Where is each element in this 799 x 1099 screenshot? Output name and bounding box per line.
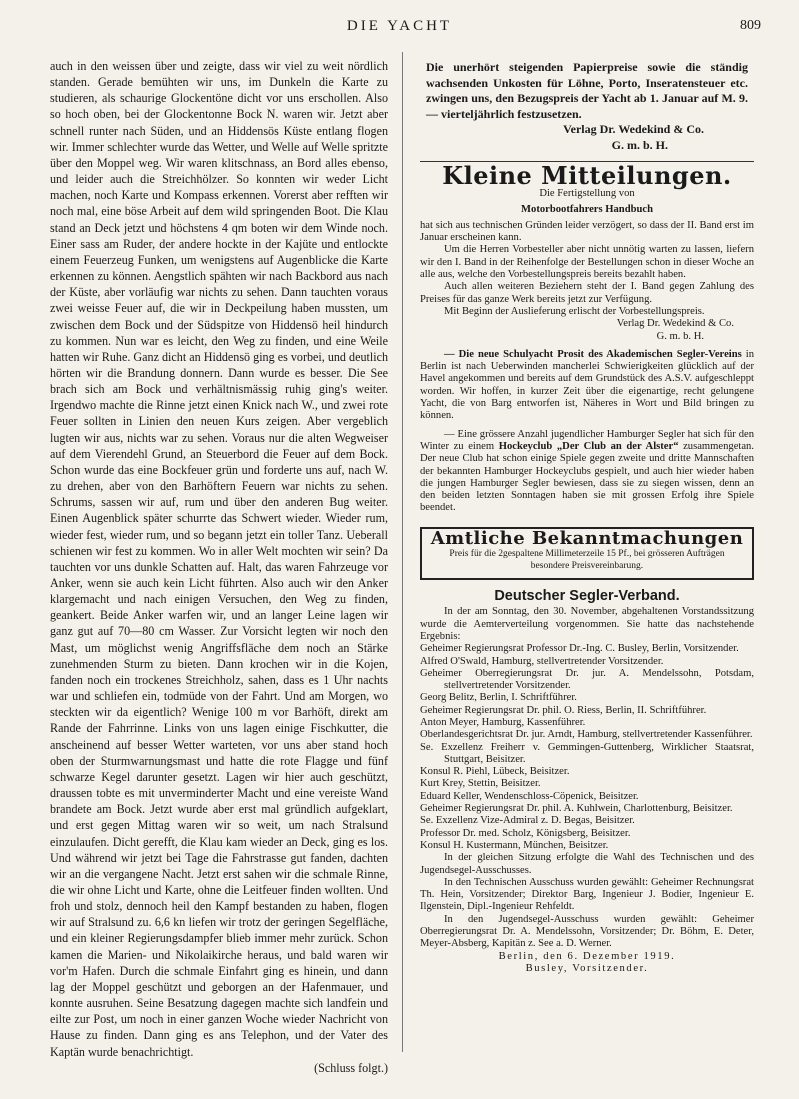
price-notice-publisher: Verlag Dr. Wedekind & Co. [563, 122, 704, 136]
dsv-member: Se. Exzellenz Freiherr v. Gemmingen-Guttenberg, Wirklicher Staatsrat, Stuttgart, Beisitzer. [420, 741, 754, 765]
dsv-member: Georg Belitz, Berlin, I. Schriftführer. [420, 692, 577, 704]
column-divider [402, 52, 403, 1052]
dsv-intro: In der am Sonntag, den 30. November, abgehaltenen Vorstandssitzung wurde die Aemterverteilung vorgenommen. Sie hatte das nachstehende Ergebnis: [420, 606, 754, 642]
dsv-member: Oberlandesgerichtsrat Dr. jur. Arndt, Hamburg, stellvertretender Kassenführer. [420, 729, 753, 741]
dsv-member: Eduard Keller, Wendenschloss-Cöpenick, Beisitzer. [420, 790, 639, 802]
journal-title: DIE YACHT [346, 18, 453, 34]
dsv-member: Se. Exzellenz Vize-Admiral z. D. Begas, Beisitzer. [420, 815, 635, 827]
dsv-member: Geheimer Oberregierungsrat Dr. jur. A. Mendelssohn, Potsdam, stellvertretender Vorsitzender. [420, 667, 754, 692]
dsv-signature: Busley, Vorsitzender. [525, 962, 649, 974]
mitteilungen-p5-rest: in Berlin ist nach Ueberwinden mancherlei Schwierigkeiten glücklich auf der Havel angekommen und bereits auf dem Grundstück des A.S.V. aufgeschleppt worden. Wir hoffen, in kurzer Zeit über die eigenartige, recht gelungene Yacht, die von Barg entworfen ist, Näheres in Wort und Bild bringen zu können. [420, 348, 754, 422]
page-header [0, 18, 799, 40]
price-notice-text: Die unerhört steigenden Papierpreise sowie die ständig wachsenden Unkosten für Löhne, Porto, Inseratensteuer etc. zwingen uns, den Bezugspreis der Yacht ab 1. Januar auf M. 9.— vierteljährlich festzusetzen. [426, 60, 748, 121]
mitteilungen-intro: Die Fertigstellung von [539, 188, 635, 200]
dsv-place-date: Berlin, den 6. Dezember 1919. [498, 950, 676, 962]
mitteilungen-p3: Auch allen weiteren Beziehern steht der I. Band gegen Zahlung des Preises für das ganze Werk bereits jetzt zur Verfügung. [420, 281, 754, 305]
dsv-committees: In der gleichen Sitzung erfolgte die Wahl des Technischen und des Jugendsegel-Ausschusses. [420, 852, 754, 876]
mitteilungen-p6-c: zusammengetan. Der neue Club hat schon einige Spiele gegen zweite und dritte Mannschaften der bekannten Hamburger Hockeyclubs gespielt, und auch hier wieder haben die jungen Hamburger Segler bewiesen, dass sie zu siegen wissen, denn an den beiden letzten Sonntagen haben sie mit grossen Erfolg ihre Spiele beendet. [420, 440, 754, 514]
mitteilungen-p6-club: Hockeyclub „Der Club an der Alster“ [498, 440, 679, 452]
story-text: auch in den weissen über und zeigte, dass wir viel zu weit nördlich standen. Gerade bemühten wir uns, im Dunkeln die Karte zu studieren, als schaurige Glockentöne dicht vor uns erschollen. Also so hoch oben, bei der Glockentonne Bock N. waren wir. Jetzt aber schnell runter nach Süden, und an Hiddensös Küste entlang flogen wir. Immer schlechter wurde das Wetter, und Welle auf Welle spritzte über den Moppel weg. Wir waren klitschnass, an Bord alles ebenso, und leider auch die Streichhölzer. So konnten wir weder Licht machen, noch Karte und Kompass erkennen. Vorerst aber refften wir noch mal, eine böse Arbeit auf dem wild springenden Boot. Die Klau stand an Deck jetzt und höchstens 4 qm boten wir dem Winde noch. Einer sass am Ruder, der andere hockte in der Kajüte und entlockte einem Feuerzeug Funken, um wenigstens auf Augenblicke die Karte erkennen zu können. Aengstlich spähten wir nach Backbord aus nach der Küste, aber vorläufig war nichts zu sehen. Dann tauchten voraus zwei weisse Feuer auf, die wir in Deckpeilung haben mussten, um zwischen dem Bock und der Südspitze von Hiddensö heil hindurch zu kommen. Nun war es leicht, den Weg zu finden, und eine Weile hatten wir Ruhe. Ganz dicht an Hiddensö ging es vorbei, und deutlich hörten wir die Brandung donnern. Dann wurde es besser. Die See brach sich am Bock und verhältnismässig ruhig ging's weiter. Irgendwo machte die Rinne jetzt einen Knick nach W., und zwei rote Feuer sollten in Linien den neuen Kurs zeigen. Aber vergeblich lugten wir aus, nichts war zu sehen. Voraus nur die alten Wegweiser auf dem Vierendehl Grund, an Steuerbord die Feuer auf dem Bock. Schon wurde das eine Bockfeuer grün und forderte uns auf, nach W. zu drehen, aber von den Barhöftern Feuern war nichts zu sehen. Schrums, sassen wir auf, rum und über den anderen Bug weiter. Einen Augenblick später schurrte das Schwert wieder. Wieder rum, wieder fest, wieder rum, und so begann jetzt ein toller Tanz. Ueberall schienen wir fest zu kommen. Wo in aller Welt mochten wir sein? Da tauchten vor uns dunkle Schatten auf. Halt, das waren Fahrzeuge vor Anker, wenn sie auch kein Licht führten. Also auch wir den Anker klargemacht und nach einigen Versuchen, den Weg zu finden, geankert. Beide Anker warfen wir, und an langer Leine lagen wir ganz gut auf 70—80 cm Wasser. Zur Vorsicht legten wir noch den Mast, um möglichst wenig Angriffsfläche dem noch an Stärke zunehmenden Sturm zu bieten. Dann krochen wir in die Kojen, fanden noch ein trockenes Streichholz, sahen, dass es 1 Uhr nachts war und schliefen ein, todmüde von der Fahrt. Und am Morgen, wo steckten wir da eigentlich? Wenige 100 m vor Barhöft, direkt am Rande der Fahrrinne. Links von uns lagen einige Fischkutter, die anscheinend auf besser Wetter warteten, vor uns aber stand hoch oben der Sturmwarnungsmast und hatte die rote Flagge und fünf schwarze Kegel darunter gesetzt. Lagen wir hier auch geschützt, draussen tobte es mit unverminderter Macht und eine vereiste Wand brandete am Bock. Jetzt wurde aber erst mal gründlich aufgeklart, und erst gegen Mittag waren wir so weit, um nach Stralsund einzulaufen. Dicht gerefft, die Klau kam wieder an Deck, ging es los. Und während wir jetzt bei Tage die Fahrstrasse gut fanden, dachten wir an die vergangene Nacht. Jetzt erst sahen wir die schmale Rinne, die wir ohne Licht und Karte, ohne die Leitfeuer finden wollten. Und froh und stolz, dennoch heil den Kampf bestanden zu haben, flogen wir auf Stralsund zu. 6,6 kn liefen wir trotz der geringen Segelfläche, und ein kleiner Regierungsdampfer blieb immer mehr zurück. Schon kamen die Marien- und Nikolaikirche heraus, und bald waren wir vor'm Hafen. Durch die schmale Einfahrt ging es hinein, und dann lag der Moppel geschützt und geborgen an der Hafenmauer, und konnte ausruhen. Seine Besatzung dagegen machte sich landfein und eilte zur Post, um noch in einer ganzen Woche wieder Nachricht von Hause zu finden. Dann ging es ans Telephon, und der Vater des Kaptän wurde benachrichtigt. [50, 59, 388, 1059]
mitteilungen-p4-publisher: Verlag Dr. Wedekind & Co. [616, 318, 734, 330]
dsv-member: Geheimer Regierungsrat Professor Dr.-Ing. C. Busley, Berlin, Vorsitzender. [420, 643, 739, 655]
section-title-amtliche: Amtliche Bekanntmachungen [430, 527, 744, 549]
dsv-technical-committee: In den Technischen Ausschuss wurden gewählt: Geheimer Rechnungsrat Th. Hein, Vorsitzender; Direktor Barg, Ingenieur J. Bodier, Ingenieur E. Ilgenstein, Dipl.-Ingenieur Rehfeldt. [420, 876, 754, 913]
price-notice [420, 58, 754, 162]
dsv-youth-committee: In den Jugendsegel-Ausschuss wurden gewählt: Geheimer Oberregierungsrat Dr. A. Mendelssohn, Vorsitzender; Dr. Böhm, E. Deter, Meyer-Absberg, Kapitän z. See a. D. Werner. [420, 913, 754, 950]
dsv-member: Konsul R. Piehl, Lübeck, Beisitzer. [420, 766, 570, 778]
mitteilungen-p1: hat sich aus technischen Gründen leider verzögert, so dass der II. Band erst im Januar erscheinen kann. [420, 219, 754, 244]
left-column [50, 58, 388, 1076]
dsv-member: Kurt Krey, Stettin, Beisitzer. [420, 778, 541, 790]
mitteilungen-p4-company: G. m. b. H. [656, 330, 704, 342]
amtliche-price-line-1: Preis für die 2gespaltene Millimeterzeile 15 Pf., bei grösseren Aufträgen [449, 549, 725, 560]
mitteilungen-p4: Mit Beginn der Auslieferung erlischt der Vorbestellungspreis. [444, 305, 705, 317]
amtliche-box [420, 527, 754, 580]
mitteilungen-p6-a: — Eine grössere Anzahl jugendlicher Hamburger Segler hat sich für den Winter zu einem [420, 428, 754, 452]
price-notice-company: G. m. b. H. [611, 137, 668, 152]
section-title-dsv: Deutscher Segler-Verband. [494, 588, 680, 605]
dsv-member: Geheimer Regierungsrat Dr. phil. A. Kuhlwein, Charlottenburg, Beisitzer. [420, 803, 733, 815]
section-title-mitteilungen: Kleine Mitteilungen. [442, 161, 732, 190]
page-number: 809 [740, 18, 761, 33]
continued-note: (Schluss folgt.) [314, 1060, 388, 1075]
mitteilungen-p2: Um die Herren Vorbesteller aber nicht unnötig warten zu lassen, liefern wir den I. Band in der Reihenfolge der Bestellungen schon in dieser Woche an alle aus, welche den Vorbestellungspreis bereits bezahlt haben. [420, 244, 754, 281]
dsv-member: Anton Meyer, Hamburg, Kassenführer. [420, 716, 586, 728]
mitteilungen-p6 [420, 429, 754, 515]
dsv-member: Konsul H. Kustermann, München, Beisitzer. [420, 839, 609, 851]
dsv-member: Geheimer Regierungsrat Dr. phil. O. Riess, Berlin, II. Schriftführer. [420, 704, 707, 716]
mitteilungen-p5 [420, 349, 754, 423]
dsv-member-list [420, 643, 754, 852]
mitteilungen-book-title: Motorbootfahrers Handbuch [521, 203, 653, 215]
amtliche-price-line-2: besondere Preisvereinbarung. [530, 561, 644, 572]
right-column [420, 58, 754, 975]
mitteilungen-p5-lead: — Die neue Schulyacht Prosit des Akademischen Segler-Vereins [444, 348, 742, 360]
dsv-member: Alfred O'Swald, Hamburg, stellvertretender Vorsitzender. [420, 655, 664, 667]
dsv-member: Professor Dr. med. Scholz, Königsberg, Beisitzer. [420, 827, 631, 839]
